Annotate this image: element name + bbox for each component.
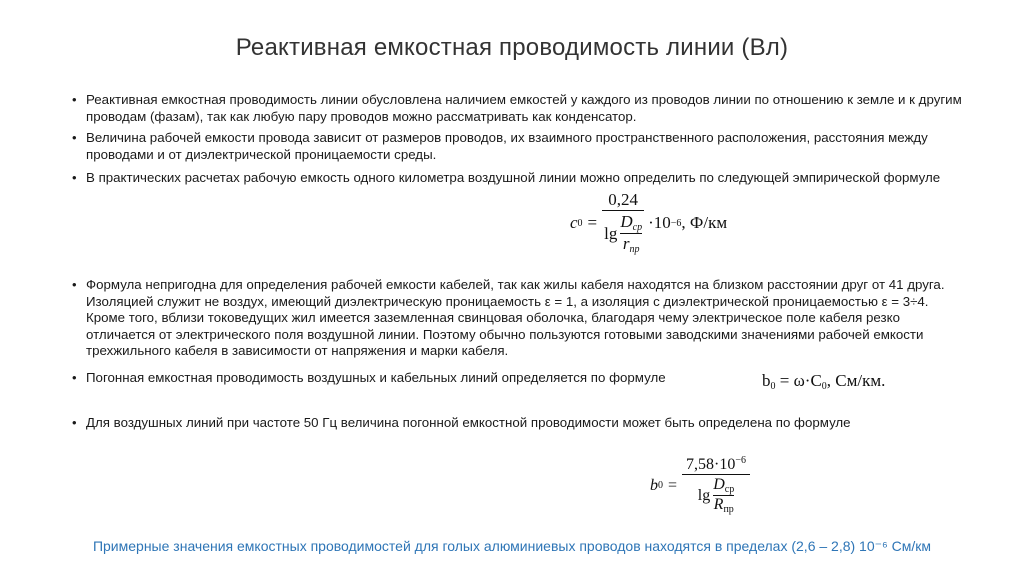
bullet-text: Величина рабочей емкости провода зависит от размеров проводов, их взаимного пространственного расположения, расстояния между проводами и от диэлектрической проницаемости среды. — [86, 130, 928, 162]
formula-capacitance: c 0 = 0,24 lg $\frac{D_{ср}}{r_{пр}}$ ·10 −6 , Ф/км — [570, 190, 728, 255]
bullet-item — [70, 277, 966, 360]
bullet-text: Формула непригодна для определения рабочей емкости кабелей, так как жилы кабеля находятся на близком расстоянии друг от 41 друга. Изоляцией служит не воздух, имеющий диэлектрическую проницаемость ε = 1, а изоляция с диэлектрической проницаемостью ε = 3÷4. Кроме того, вблизи токоведущих жил имеется заземленная свинцовая оболочка, благодаря чему электрическое поле кабеля резко отличается от электрического поля воздушной линии. Поэтому обычно пользуются готовыми заводскими значениями рабочей емкости трехжильного кабеля в зависимости от напряжения и марки кабеля. — [86, 277, 945, 358]
bullet-text: Реактивная емкостная проводимость линии обусловлена наличием емкостей у каждого из проводов линии по отношению к земле и к другим проводам (фазам), так как любую пару проводов можно рассматривать как конденсатор. — [86, 92, 962, 124]
formula-susceptance: $b_0 = \omega\cdot C_0$, См/км. — [762, 371, 886, 392]
bullet-text: Погонная емкостная проводимость воздушных и кабельных линий определяется по формуле — [86, 370, 666, 385]
footer-note: Примерные значения емкостных проводимостей для голых алюминиевых проводов находятся в пределах (2,6 – 2,8) 10⁻⁶ См/км — [92, 538, 932, 554]
bullet-dot-icon: • — [72, 130, 77, 145]
bullet-dot-icon: • — [72, 92, 77, 107]
bullet-dot-icon: • — [72, 370, 77, 385]
bullet-dot-icon: • — [72, 277, 77, 292]
bullet-item — [70, 415, 966, 432]
bullet-text: Для воздушных линий при частоте 50 Гц величина погонной емкостной проводимости может быть определена по формуле — [86, 415, 851, 430]
bullet-dot-icon: • — [72, 415, 77, 430]
bullet-dot-icon: • — [72, 170, 77, 185]
slide-title: Реактивная емкостная проводимость линии (Вл) — [235, 34, 789, 61]
bullet-item — [70, 130, 966, 163]
bullet-item — [70, 170, 966, 187]
bullet-text: В практических расчетах рабочую емкость одного километра воздушной линии можно определить по следующей эмпирической формуле — [86, 170, 941, 185]
bullet-item — [70, 92, 966, 125]
formula-susceptance-50hz: b 0 = $7,58\cdot 10^{-6}$ lg $\frac{D_{ср}}{R_{пр}}$ — [650, 455, 750, 516]
